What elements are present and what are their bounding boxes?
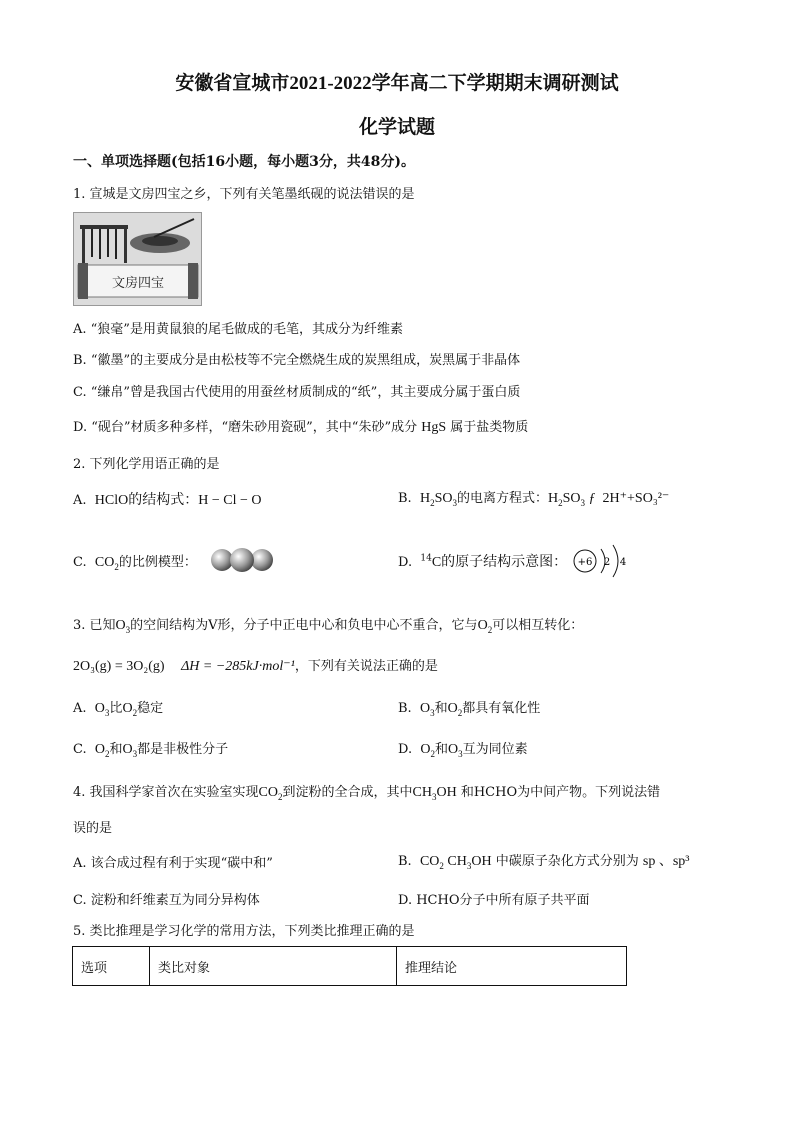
q4-option-d: D. HCHO分子中所有原子共平面 [398, 893, 590, 908]
q1-option-a: A. “狼毫”是用黄鼠狼的尾毛做成的毛笔，其成分为纤维素 [73, 322, 403, 337]
q3-equation-tail: ，下列有关说法正确的是 [294, 659, 438, 674]
q3-option-d-label: D. [398, 742, 413, 757]
image-caption: 文房四宝 [111, 276, 165, 291]
q2-option-d-text: C的原子结构示意图： [431, 555, 568, 570]
q4-option-a: A. 该合成过程有利于实现“碳中和” [73, 856, 273, 871]
q3-option-a-label: A. [73, 701, 87, 716]
q1-option-d [73, 416, 528, 436]
wenfang-sibao-image [73, 212, 202, 306]
q4-option-c: C. 淀粉和纤维素互为同分异构体 [73, 893, 260, 908]
q1-option-d-tail: 属于盐类物质 [450, 420, 529, 435]
q2-option-c [73, 551, 197, 571]
q4-ch3oh: $CH_3OH$ [412, 785, 457, 802]
q1-option-d-text: D. “砚台”材质多种多样，“磨朱砂用瓷砚”，其中“朱砂”成分 [73, 420, 418, 435]
shell-1-electrons: 2 [603, 557, 611, 568]
q2-option-b-text: 的电离方程式： [456, 491, 548, 506]
q2-option-b-label: B. [398, 491, 412, 506]
q2-option-a [73, 489, 261, 509]
q4-option-b-hybrid: sp 、sp³ [642, 854, 690, 869]
q4-stem-pre: 4. 我国科学家首次在实验室实现 [73, 785, 259, 800]
q3-option-d-text: 互为同位素 [462, 742, 528, 757]
q3-option-d: D. $O_2$和$O_3$互为同位素 [398, 742, 528, 759]
q3-b-o3: $O_3$ [419, 701, 435, 718]
q3-d-o3: $O_3$ [448, 742, 463, 759]
q3-option-a-text: 稳定 [137, 701, 164, 716]
q3-option-b: B. $O_3$和$O_2$都具有氧化性 [398, 701, 541, 718]
q2-option-c-text: 的比例模型： [118, 555, 197, 570]
q1-option-c: C. “缣帛”曾是我国古代使用的用蚕丝材质制成的“纸”，其主要成分属于蛋白质 [73, 385, 521, 400]
q2-h2so3: $H_2SO_3$ [419, 491, 457, 508]
q2-option-a-label: A. [73, 493, 87, 508]
table-header-option: 选项 [73, 947, 150, 986]
q3-option-c: C. $O_2$和$O_3$都是非极性分子 [73, 742, 229, 759]
q3-b-o2: $O_2$ [447, 701, 463, 718]
q3-option-a: A. $O_3$比$O_2$稳定 [73, 701, 164, 718]
section-heading: 一、单项选择题(包括16小题，每小题3分，共48分)。 [73, 154, 415, 170]
question-4-stem-line1 [73, 781, 660, 801]
q3-option-b-text: 都具有氧化性 [462, 701, 541, 716]
q3-o2: $O_2$ [477, 618, 493, 635]
table-header-conclusion: 推理结论 [397, 947, 627, 986]
q3-equation-reaction: 2O₃(g) = 3O₂(g) [73, 659, 165, 674]
question-4-stem-line2: 误的是 [73, 821, 113, 836]
q3-stem-pre: 3. 已知 [73, 618, 116, 633]
q4-b-formulas: $CO_2$ $CH_3OH$ [419, 854, 492, 871]
q3-a-o2: $O_2$ [122, 701, 138, 718]
q2-option-d-label: D. [398, 555, 413, 570]
q2-option-d: D. $^{14}$C的原子结构示意图： [398, 553, 568, 570]
question-5-stem: 5. 类比推理是学习化学的常用方法，下列类比推理正确的是 [73, 924, 415, 939]
q4-option-b [398, 850, 689, 870]
analogy-table [72, 946, 627, 986]
q2-co2: $CO_2$ [94, 555, 119, 572]
page-title: 安徽省宣城市2021-2022学年高二下学期期末调研测试 [175, 73, 619, 94]
q3-option-c-text: 都是非极性分子 [137, 742, 229, 757]
q3-o3: $O_3$ [115, 618, 131, 635]
q2-option-a-text: HClO的结构式：H − Cl − O [94, 493, 262, 508]
question-2-stem: 2. 下列化学用语正确的是 [73, 457, 220, 472]
table-header-object: 类比对象 [150, 947, 397, 986]
q3-option-c-label: C. [73, 742, 87, 757]
q3-equation-enthalpy: ΔH = −285kJ·mol⁻¹ [181, 659, 295, 674]
q2-option-b [398, 487, 669, 507]
q3-c-o3: $O_3$ [122, 742, 138, 759]
q2-h2so3-eq: $H_2SO_3$ ƒ [548, 491, 596, 508]
q4-stem-mid2: 和HCHO为中间产物。下列说法错 [460, 785, 661, 800]
q4-stem-mid: 到淀粉的全合成，其中 [282, 785, 413, 800]
q3-stem-mid1: 的空间结构为Ⅴ形，分子中正电中心和负电中心不重合，它与 [130, 618, 478, 633]
q3-stem-mid2: 可以相互转化： [492, 618, 584, 633]
q3-equation [73, 655, 438, 675]
q2-option-c-label: C. [73, 555, 87, 570]
co2-space-filling-model [208, 546, 278, 574]
question-3-stem [73, 614, 583, 634]
table-header-row [73, 947, 627, 986]
q1-option-d-formula: HgS [421, 420, 447, 435]
nucleus-charge: +6 [577, 557, 593, 568]
shell-2-electrons: 4 [619, 557, 627, 568]
carbon-atom-structure-diagram [571, 541, 631, 581]
q4-option-b-label: B. [398, 854, 412, 869]
question-1-stem: 1. 宣城是文房四宝之乡，下列有关笔墨纸砚的说法错误的是 [73, 187, 415, 202]
page-subtitle: 化学试题 [358, 117, 435, 138]
q2-option-b-eq: 2H⁺+SO₃²⁻ [602, 491, 670, 506]
q3-d-o2: $O_2$ [420, 742, 435, 759]
q3-c-o2: $O_2$ [94, 742, 110, 759]
q3-a-o3: $O_3$ [94, 701, 110, 718]
q4-co2: $CO_2$ [258, 785, 283, 802]
q1-option-b: B. “徽墨”的主要成分是由松枝等不完全燃烧生成的炭黑组成，炭黑属于非晶体 [73, 353, 521, 368]
q3-option-b-label: B. [398, 701, 412, 716]
brush-inkstone-illustration [74, 213, 201, 305]
q4-option-b-text: 中碳原子杂化方式分别为 [495, 854, 639, 869]
